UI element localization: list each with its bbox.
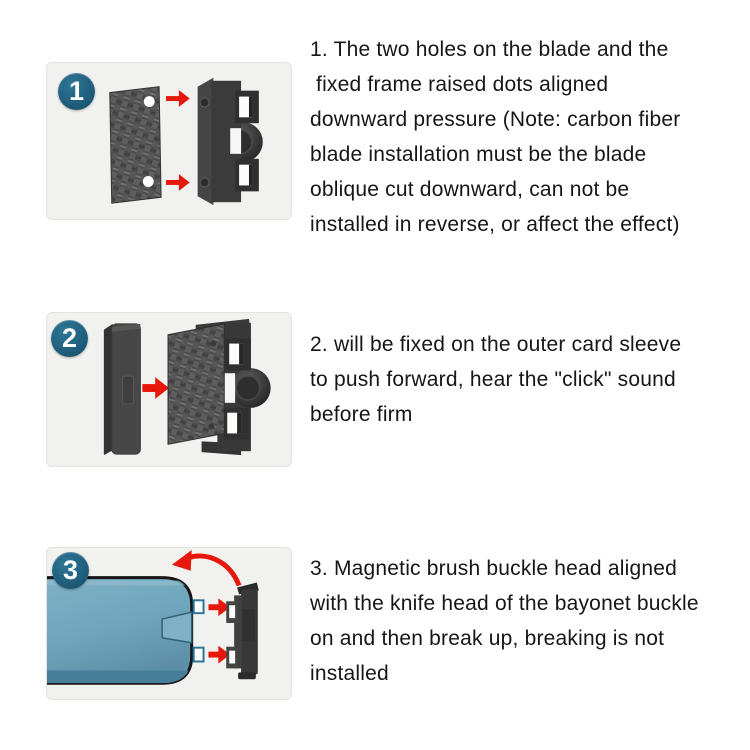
- assembled-blade-frame: [168, 319, 271, 455]
- frame-slot: [224, 373, 235, 403]
- step-number-badge: 2: [51, 320, 88, 357]
- brush-clip: [194, 600, 204, 613]
- step-1-panel: [46, 62, 292, 220]
- blade-hole: [143, 176, 154, 187]
- frame-slot: [230, 128, 241, 154]
- fixed-frame: [198, 78, 263, 205]
- curved-arrow-icon: [172, 550, 239, 586]
- right-arrow-icon: [166, 90, 190, 107]
- instruction-line: before firm: [310, 403, 413, 426]
- step-number-badge: 3: [52, 552, 89, 589]
- right-arrow-icon: [142, 377, 169, 399]
- instruction-line: on and then break up, breaking is not: [310, 627, 665, 650]
- right-arrow-icon: [166, 174, 190, 191]
- instruction-line: installed: [310, 662, 389, 685]
- instruction-line: fixed frame raised dots aligned: [310, 73, 609, 96]
- instruction-line: oblique cut downward, can not be: [310, 178, 630, 201]
- raised-dot: [200, 178, 209, 187]
- instruction-line: downward pressure (Note: carbon fiber: [310, 108, 681, 131]
- step-2-text: [310, 327, 681, 432]
- card-sleeve: [104, 324, 141, 455]
- step-2-panel: [46, 312, 292, 467]
- instruction-line: with the knife head of the bayonet buckle: [310, 592, 699, 615]
- step-3-panel: [46, 547, 292, 700]
- sleeve-latch: [123, 376, 134, 404]
- step-number-badge: 1: [58, 73, 95, 110]
- brush-clip: [194, 648, 204, 662]
- instruction-line: to push forward, hear the "click" sound: [310, 368, 676, 391]
- instruction-line: 2. will be fixed on the outer card sleeve: [310, 333, 682, 356]
- magnetic-brush: [47, 578, 204, 684]
- carbon-fiber-blade: [110, 87, 161, 204]
- raised-dot: [200, 98, 209, 107]
- knife-head: [226, 583, 259, 680]
- instruction-line: blade installation must be the blade: [310, 143, 647, 166]
- step-1-text: [310, 32, 680, 242]
- step-3-text: [310, 551, 699, 691]
- instruction-line: installed in reverse, or affect the effect): [310, 213, 680, 236]
- blade-hole: [144, 96, 155, 107]
- instruction-line: 3. Magnetic brush buckle head aligned: [310, 557, 677, 580]
- instruction-line: 1. The two holes on the blade and the: [310, 38, 669, 61]
